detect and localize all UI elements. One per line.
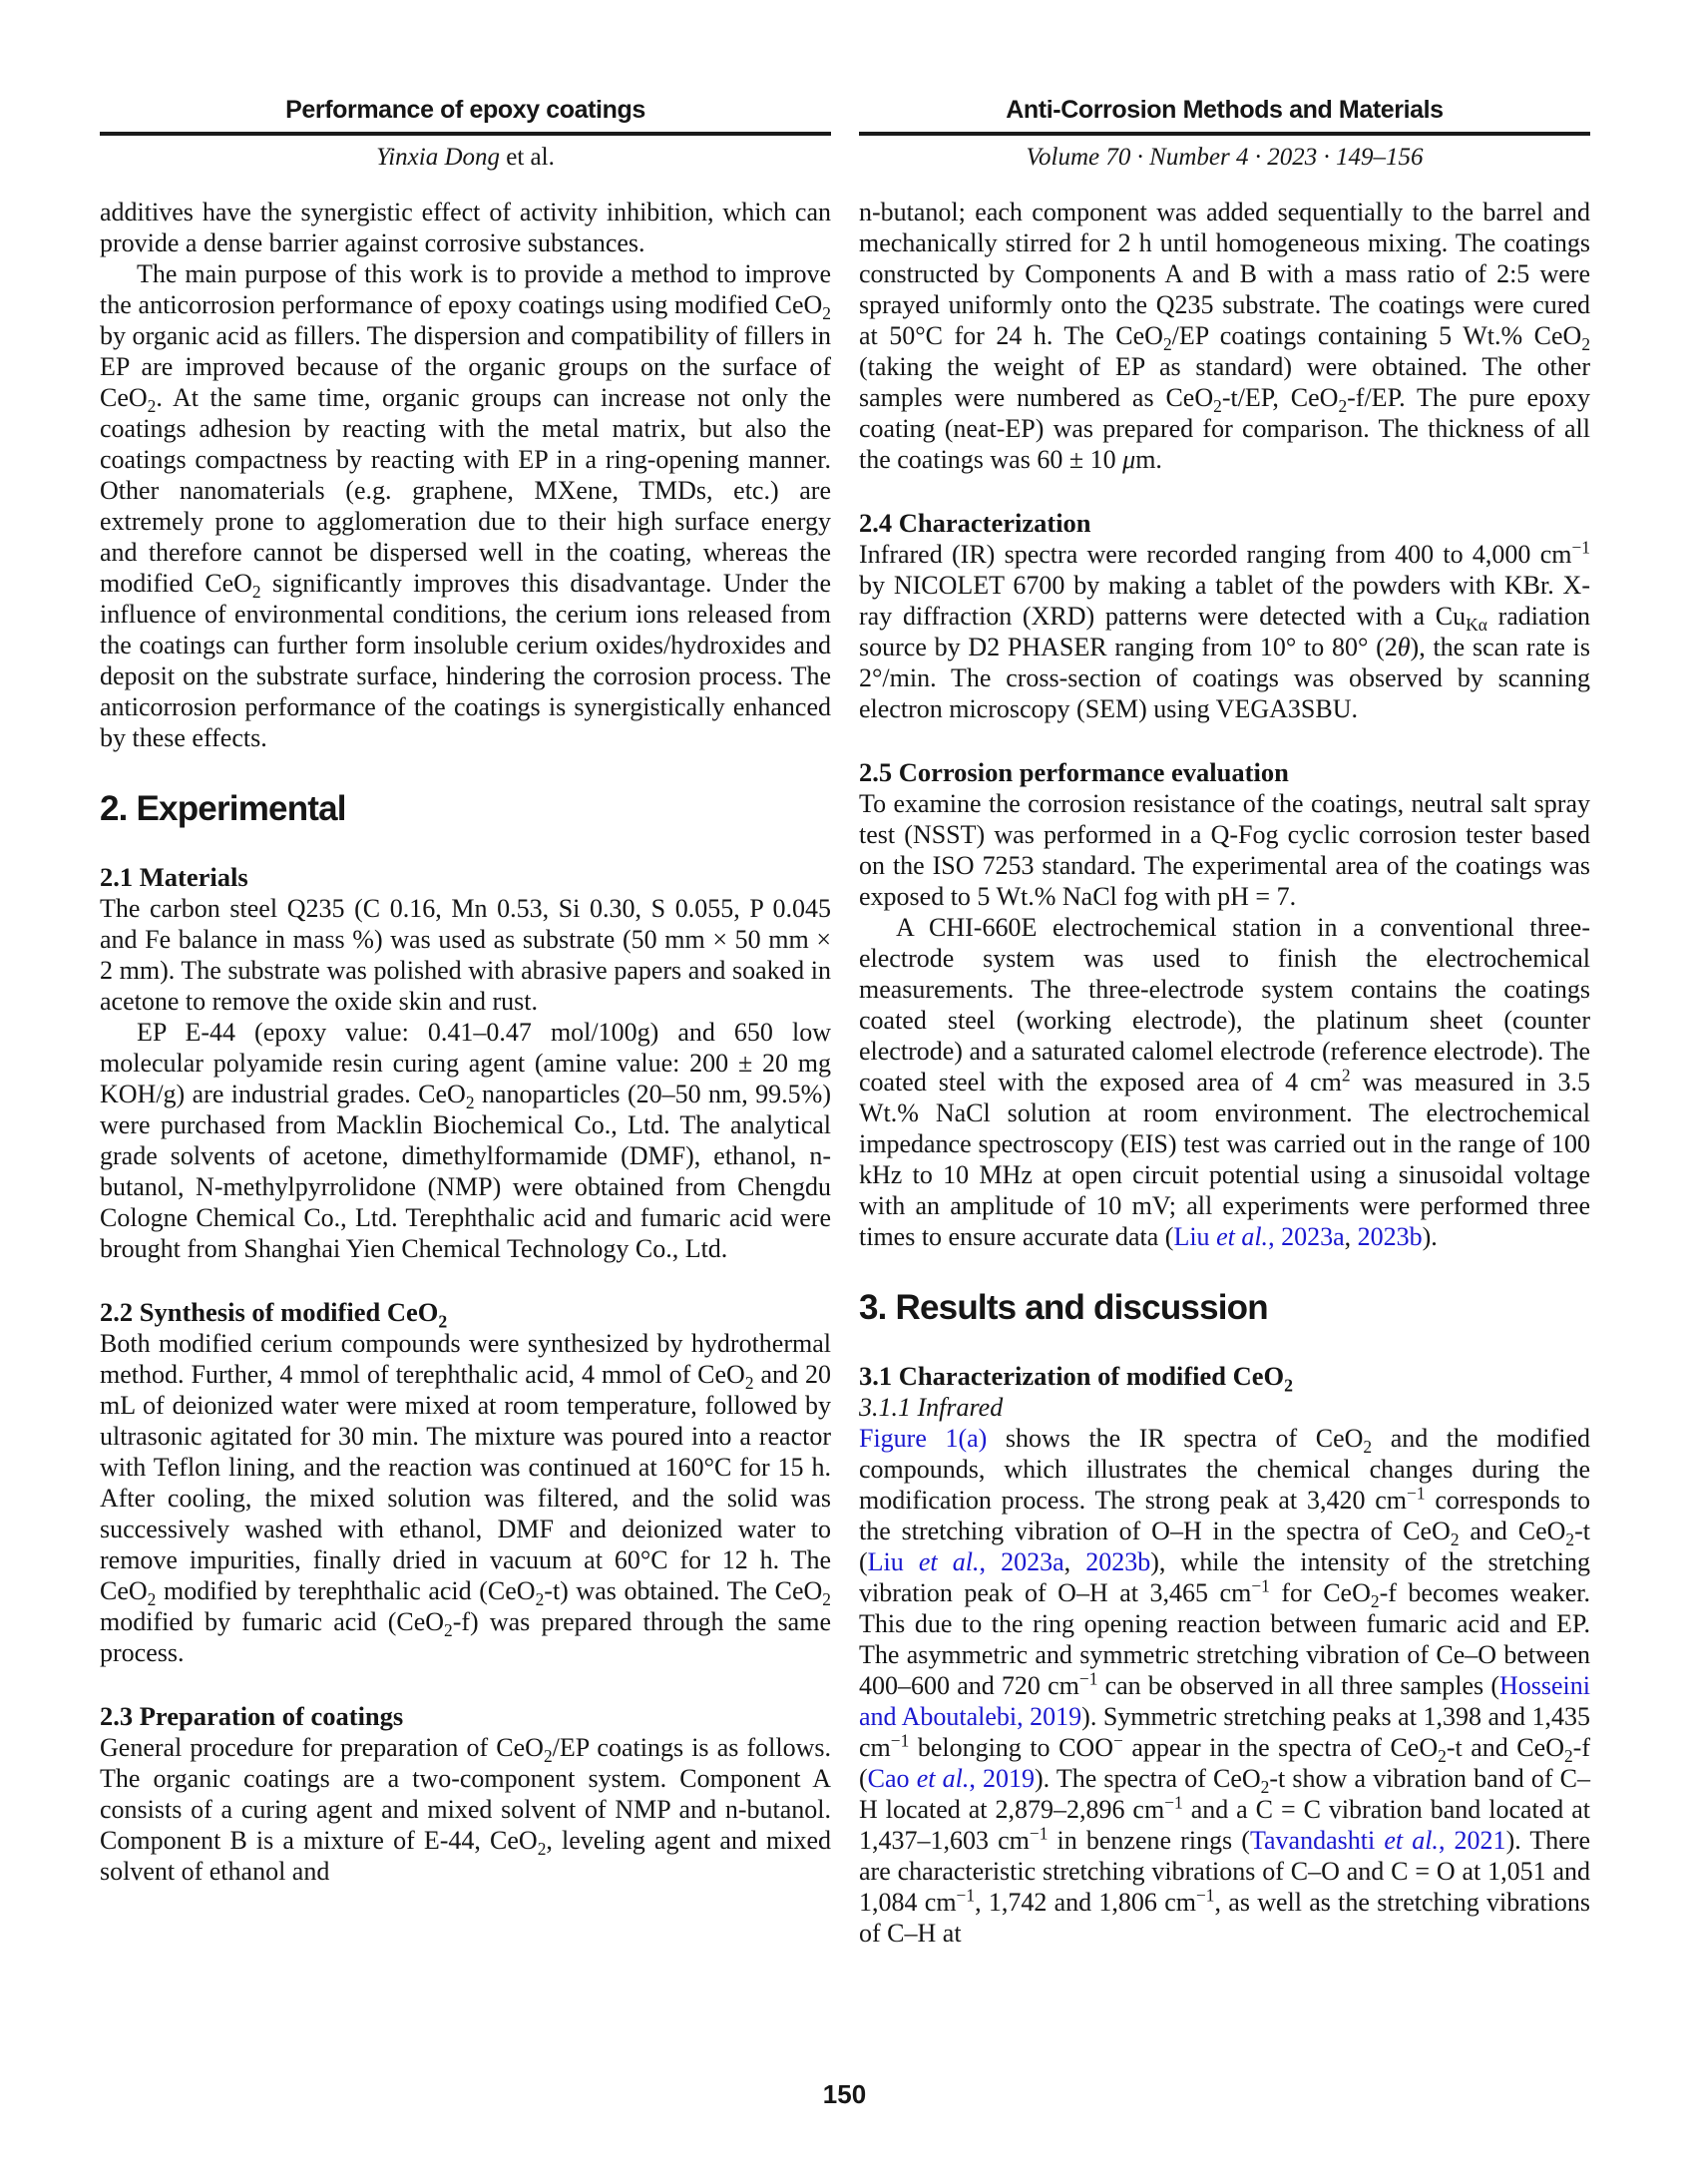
subscript: 2 — [444, 1620, 453, 1641]
subscript: 2 — [1162, 334, 1172, 355]
subsection-heading: 2.4 Characterization — [859, 508, 1091, 538]
subscript: 2 — [438, 1311, 448, 1332]
subsection-heading: 2.2 Synthesis of modified CeO$_2$ — [100, 1297, 448, 1332]
superscript: −1 — [1571, 537, 1590, 558]
italic-text: θ — [1397, 633, 1411, 661]
citation-link[interactable]: 2023b — [1085, 1547, 1151, 1576]
subscript: Kα — [1466, 615, 1487, 636]
subsection-heading: 2.1 Materials — [100, 862, 248, 892]
paragraph: The carbon steel Q235 (C 0.16, Mn 0.53, Si 0.30, S 0.055, P 0.045 and Fe balance in mass %) was used as substrate (50 mm × 50 mm × 2 mm). The substrate was polished with abrasive papers and soaked in acetone to remove the oxide skin and rust. — [100, 894, 831, 1016]
superscript: −1 — [890, 1730, 910, 1751]
subscript: 2 — [147, 1589, 157, 1610]
figure-link[interactable]: Figure 1(a) — [859, 1424, 988, 1453]
citation-link[interactable]: Liu et al., 2023a — [1173, 1222, 1345, 1251]
subscript: 2 — [822, 1589, 831, 1610]
superscript: −1 — [1029, 1823, 1049, 1844]
paragraph: Figure 1(a) shows the IR spectra of CeO$_2$ and the modified compounds, which illustrates the chemical changes during the modification process. The strong peak at 3,420 $cm^{-1}$ corresponds to the stretching vibration of O–H in the spectra of CeO$_2$ and CeO$_2$-t (Liu et al., 2023a, 2023b), while the intensity of the stretching vibration peak of O–H at 3,465 $cm^{-1}$ for CeO$_2$-f becomes weaker. This due to the ring opening reaction between fumaric acid and EP. The asymmetric and symmetric stretching vibration of Ce–O between 400–600 and 720 $cm^{-1}$ can be observed in all three samples (Hosseini and Aboutalebi, 2019). Symmetric stretching peaks at 1,398 and 1,435 $cm^{-1}$ belonging to COO− appear in the spectra of CeO$_2$-t and CeO$_2$-f (Cao et al., 2019). The spectra of CeO$_2$-t show a vibration band of C–H located at 2,879–2,896 $cm^{-1}$ and a C = C vibration band located at 1,437–1,603 $cm^{-1}$ in benzene rings (Tavandashti et al., 2021). There are characteristic stretching vibrations of C–O and C = O at 1,051 and 1,084 $cm^{-1}$, 1,742 and 1,806 $cm^{-1}$, as well as the stretching vibrations of C–H at — [859, 1424, 1591, 1948]
citation-link[interactable]: Liu et al., 2023a — [867, 1547, 1064, 1576]
paragraph: Infrared (IR) spectra were recorded ranging from 400 to 4,000 $cm^{-1}$ by NICOLET 6700 by making a tablet of the powders with KBr. X-ray diffraction (XRD) patterns were detected with a $Cu_{K\alpha}$ radiation source by D2 PHASER ranging from 10° to 80° (2θ), the scan rate is 2°/min. The cross-section of coatings was observed by scanning electron microscopy (SEM) using VEGA3SBU. — [859, 537, 1590, 723]
subscript: 2 — [543, 1746, 553, 1767]
subscript: 2 — [147, 396, 157, 417]
italic-text: et al. — [1216, 1222, 1269, 1251]
citation-link[interactable]: Cao et al., 2019 — [867, 1764, 1036, 1793]
section-heading: 2. Experimental — [100, 789, 346, 828]
superscript: −1 — [1407, 1483, 1426, 1504]
italic-text: et al. — [918, 1547, 980, 1576]
italic-text: Yinxia Dong — [376, 144, 500, 171]
subscript: 2 — [1450, 1529, 1460, 1550]
subscript: 2 — [1284, 1375, 1293, 1396]
running-header-left — [100, 96, 831, 172]
superscript: −1 — [1164, 1792, 1183, 1813]
paragraph: n-butanol; each component was added sequentially to the barrel and mechanically stirred for 2 h until homogeneous mixing. The coatings constructed by Components A and B with a mass ratio of 2:5 were sprayed uniformly onto the Q235 substrate. The coatings were cured at 50°C for 24 h. The CeO$_2$/EP coatings containing 5 Wt.% CeO$_2$ (taking the weight of EP as standard) were obtained. The other samples were numbered as CeO$_2$-t/EP, CeO$_2$-f/EP. The pure epoxy coating (neat-EP) was prepared for comparison. The thickness of all the coatings was 60 ± 10 μm. — [859, 198, 1591, 474]
superscript: − — [1112, 1730, 1123, 1751]
author-byline: Yinxia Dong et al. — [376, 144, 555, 171]
paragraph: A CHI-660E electrochemical station in a conventional three-electrode system was used to finish the electrochemical measurements. The three-electrode system contains the coatings coated steel (working electrode), the platinum sheet (counter electrode) and a saturated calomel electrode (reference electrode). The coated steel with the exposed area of 4 $cm^2$ was measured in 3.5 Wt.% NaCl solution at room environment. The electrochemical impedance spectroscopy (EIS) test was carried out in the range of 100 kHz to 10 MHz at open circuit potential using a sinusoidal voltage with an amplitude of 10 mV; all experiments were performed three times to ensure accurate data (Liu et al., 2023a, 2023b). — [859, 913, 1591, 1251]
subscript: 2 — [1581, 334, 1591, 355]
superscript: 2 — [1341, 1065, 1351, 1086]
paragraph: Both modified cerium compounds were synthesized by hydrothermal method. Further, 4 mmol of terephthalic acid, 4 mmol of CeO$_2$ and 20 mL of deionized water were mixed at room temperature, followed by ultrasonic agitated for 30 min. The mixture was poured into a reactor with Teflon lining, and the reaction was continued at 160°C for 15 h. After cooling, the mixed solution was filtered, and the solid was successively washed with ethanol, DMF and deionized water to remove impurities, finally dried in vacuum at 60°C for 12 h. The CeO$_2$ modified by terephthalic acid (CeO$_2$-t) was obtained. The CeO$_2$ modified by fumaric acid (CeO$_2$-f) was prepared through the same process. — [100, 1329, 831, 1667]
subscript: 2 — [1563, 1746, 1573, 1767]
subscript: 2 — [1363, 1437, 1373, 1458]
superscript: −1 — [1251, 1575, 1270, 1596]
subsection-heading: 2.3 Preparation of coatings — [100, 1701, 404, 1731]
right-column — [859, 197, 1590, 1949]
subscript: 2 — [822, 303, 831, 324]
superscript: −1 — [956, 1885, 976, 1906]
paragraph: additives have the synergistic effect of activity inhibition, which can provide a dense barrier against corrosive substances. — [100, 198, 831, 257]
paragraph: The main purpose of this work is to provide a method to improve the anticorrosion performance of epoxy coatings using modified CeO$_2$ by organic acid as fillers. The dispersion and compatibility of fillers in EP are improved because of the organic groups on the surface of CeO$_2$. At the same time, organic groups can increase not only the coatings adhesion by reacting with the metal matrix, but also the coatings compactness by reacting with EP in a ring-opening manner. Other nanomaterials (e.g. graphene, MXene, TMDs, etc.) are extremely prone to agglomeration due to their high surface energy and therefore cannot be dispersed well in the coating, whereas the modified CeO$_2$ significantly improves this disadvantage. Under the influence of environmental conditions, the cerium ions released from the coatings can further form insoluble cerium oxides/hydroxides and deposit on the substrate surface, hindering the corrosion process. The anticorrosion performance of the coatings is synergistically enhanced by these effects. — [100, 259, 831, 752]
subscript: 2 — [1213, 396, 1222, 417]
superscript: −1 — [1078, 1668, 1098, 1689]
header-rule-left — [100, 132, 831, 136]
subscript: 2 — [1338, 396, 1348, 417]
subscript: 2 — [1565, 1529, 1575, 1550]
subscript: 2 — [537, 1839, 547, 1860]
paragraph: To examine the corrosion resistance of the coatings, neutral salt spray test (NSST) was performed in a Q-Fog cyclic corrosion tester based on the ISO 7253 standard. The experimental area of the coatings was exposed to 5 Wt.% NaCl fog with pH = 7. — [859, 789, 1590, 911]
superscript: −1 — [1195, 1885, 1215, 1906]
page-number: 150 — [822, 2079, 867, 2109]
citation-link[interactable]: Tavandashti et al., 2021 — [1249, 1826, 1506, 1855]
paragraph: General procedure for preparation of CeO$_2$/EP coatings is as follows. The organic coatings are a two-component system. Component A consists of a curing agent and mixed solvent of NMP and n-butanol. Component B is a mixture of E-44, CeO$_2$, leveling agent and mixed solvent of ethanol and — [100, 1733, 832, 1886]
paragraph: EP E-44 (epoxy value: 0.41–0.47 mol/100g) and 650 low molecular polyamide resin curing agent (amine value: 200 ± 20 mg KOH/g) are industrial grades. CeO$_2$ nanoparticles (20–50 nm, 99.5%) were purchased from Macklin Biochemical Co., Ltd. The analytical grade solvents of acetone, dimethylformamide (DMF), ethanol, n-butanol, N-methylpyrrolidone (NMP) were obtained from Chengdu Cologne Chemical Co., Ltd. Terephthalic acid and fumaric acid were brought from Shanghai Yien Chemical Technology Co., Ltd. — [100, 1018, 831, 1263]
section-heading: 3. Results and discussion — [859, 1288, 1268, 1327]
article-short-title: Performance of epoxy coatings — [285, 96, 645, 124]
italic-text: et al. — [1384, 1826, 1439, 1855]
citation-link[interactable]: 2023b — [1357, 1222, 1423, 1251]
italic-text: μ — [1122, 445, 1136, 474]
subscript: 2 — [1370, 1591, 1380, 1612]
citation-link[interactable]: Hosseini and Aboutalebi, 2019 — [859, 1671, 1590, 1731]
issue-info: Volume 70 · Number 4 · 2023 · 149–156 — [1026, 144, 1424, 171]
running-header-right — [859, 96, 1590, 172]
subscript: 2 — [535, 1589, 545, 1610]
subscript: 2 — [1438, 1746, 1447, 1767]
subscript: 2 — [744, 1373, 754, 1394]
header-rule-right — [859, 132, 1590, 136]
subscript: 2 — [465, 1092, 475, 1113]
italic-text: et al. — [916, 1764, 970, 1793]
subsection-heading: 3.1 Characterization of modified CeO$_2$ — [859, 1361, 1293, 1396]
subscript: 2 — [251, 582, 261, 603]
subscript: 2 — [1260, 1777, 1270, 1798]
journal-title: Anti-Corrosion Methods and Materials — [1006, 96, 1444, 124]
subsection-heading: 2.5 Corrosion performance evaluation — [859, 757, 1289, 787]
left-column — [100, 197, 831, 1887]
subsubsection-heading: 3.1.1 Infrared — [859, 1393, 1004, 1422]
